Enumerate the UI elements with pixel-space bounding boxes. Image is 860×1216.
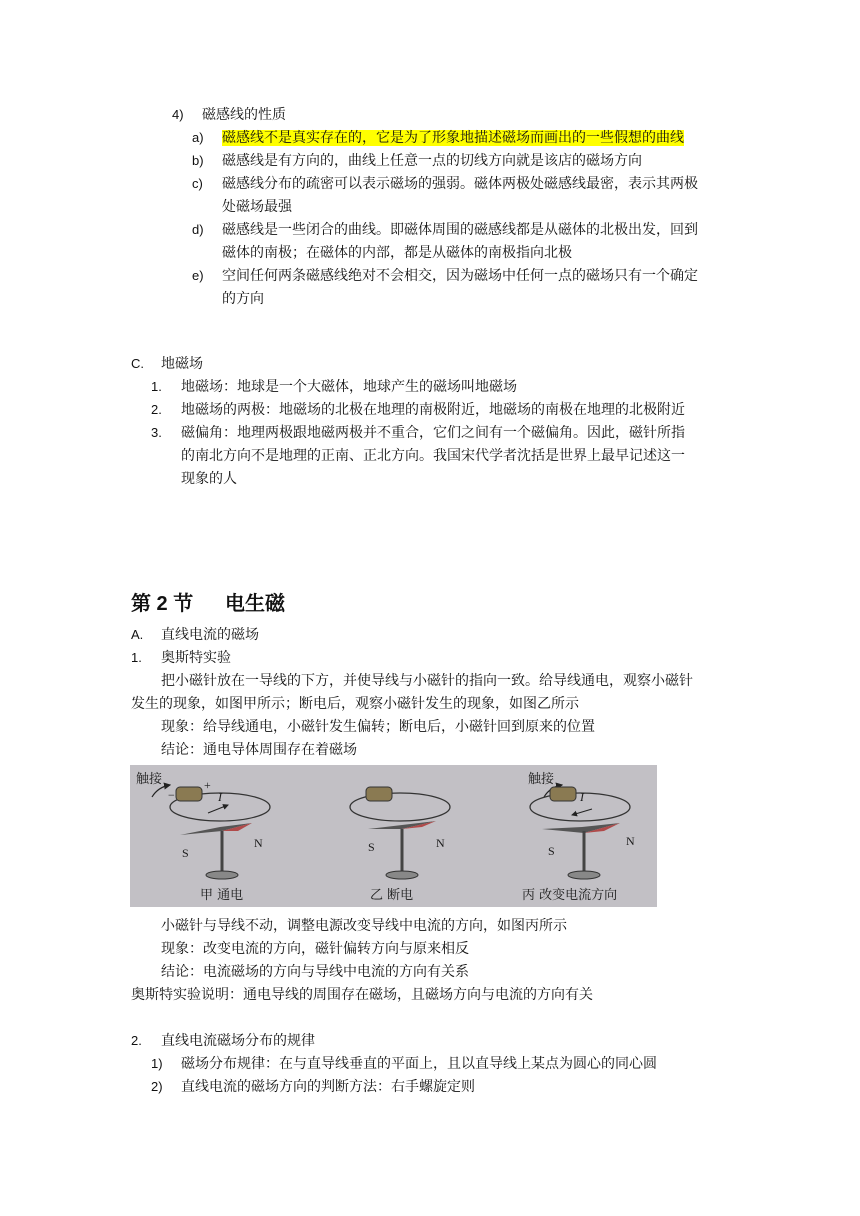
svg-text:S: S xyxy=(182,846,189,860)
list-marker: C. xyxy=(131,356,144,371)
svg-text:N: N xyxy=(436,836,445,850)
phenomenon-text: 现象：给导线通电，小磁针发生偏转；断电后，小磁针回到原来的位置 xyxy=(161,719,595,735)
panel-energized xyxy=(136,771,270,903)
svg-text:I: I xyxy=(218,790,222,804)
list-marker: 4) xyxy=(172,107,184,122)
battery-icon xyxy=(550,787,576,801)
list-item-text: 磁感线分布的疏密可以表示磁场的强弱。磁体两极处磁感线最密，表示其两极 xyxy=(222,176,698,192)
list-item-text: 现象的人 xyxy=(181,471,237,487)
svg-text:S: S xyxy=(548,844,555,858)
list-item-text: 磁感线是一些闭合的曲线。即磁体周围的磁感线都是从磁体的北极出发，回到 xyxy=(222,222,698,238)
subsection-heading: 直线电流的磁场 xyxy=(161,627,259,643)
section-heading: 地磁场 xyxy=(161,356,203,372)
svg-text:I: I xyxy=(580,790,584,804)
list-item-text: 磁偏角：地理两极跟地磁两极并不重合，它们之间有一个磁偏角。因此，磁针所指 xyxy=(181,425,685,441)
list-item-text: 处磁场最强 xyxy=(222,199,292,215)
list-marker: b) xyxy=(192,153,204,168)
section-title: 电生磁 xyxy=(225,593,285,615)
summary-text: 奥斯特实验说明：通电导线的周围存在磁场，且磁场方向与电流的方向有关 xyxy=(131,987,593,1003)
svg-text:N: N xyxy=(254,836,263,850)
subsection-heading: 直线电流磁场分布的规律 xyxy=(161,1033,315,1049)
svg-text:+: + xyxy=(204,778,211,792)
list-item-text: 的南北方向不是地理的正南、正北方向。我国宋代学者沈括是世界上最早记述这一 xyxy=(181,448,685,464)
panel-de-energized xyxy=(350,787,450,903)
list-item-text: 磁场分布规律：在与直导线垂直的平面上，且以直导线上某点为圆心的同心圆 xyxy=(181,1056,657,1072)
figure-caption: 丙 改变电流方向 xyxy=(522,888,618,903)
list-marker: 1. xyxy=(131,650,142,665)
list-marker: 1) xyxy=(151,1056,163,1071)
list-marker: c) xyxy=(192,176,203,191)
battery-icon xyxy=(176,787,202,801)
list-item-text xyxy=(222,127,684,149)
wire-loop xyxy=(350,793,450,821)
list-marker: 1. xyxy=(151,379,162,394)
section-heading: 磁感线的性质 xyxy=(202,107,286,123)
list-marker: 2) xyxy=(151,1079,163,1094)
battery-icon xyxy=(366,787,392,801)
touch-label: 触接 xyxy=(136,772,163,787)
conclusion-text: 结论：电流磁场的方向与导线中电流的方向有关系 xyxy=(161,964,469,980)
paragraph-line: 发生的现象，如图甲所示；断电后，观察小磁针发生的现象，如图乙所示 xyxy=(131,696,579,712)
list-item-text: 地磁场：地球是一个大磁体，地球产生的磁场叫地磁场 xyxy=(181,379,517,395)
highlighted-text: 磁感线不是真实存在的，它是为了形象地描述磁场而画出的一些假想的曲线 xyxy=(222,130,684,146)
subsection-heading: 奥斯特实验 xyxy=(161,650,231,666)
list-marker: a) xyxy=(192,130,204,145)
touch-label: 触接 xyxy=(528,772,555,787)
list-item-text: 磁体的南极；在磁体的内部，都是从磁体的南极指向北极 xyxy=(222,245,572,261)
svg-text:−: − xyxy=(168,788,175,802)
list-marker: 2. xyxy=(131,1033,142,1048)
figure-caption: 甲 通电 xyxy=(200,888,244,903)
list-item-text: 地磁场的两极：地磁场的北极在地理的南极附近，地磁场的南极在地理的北极附近 xyxy=(181,402,685,418)
list-marker: A. xyxy=(131,627,144,642)
list-marker: e) xyxy=(192,268,204,283)
conclusion-text: 结论：通电导体周围存在着磁场 xyxy=(161,742,357,758)
list-marker: 2. xyxy=(151,402,162,417)
panel-reversed-current xyxy=(522,771,635,903)
figure-caption: 乙 断电 xyxy=(370,888,414,903)
list-marker: 3. xyxy=(151,425,162,440)
paragraph-line: 小磁针与导线不动，调整电源改变导线中电流的方向，如图丙所示 xyxy=(161,918,567,934)
oersted-experiment-figure xyxy=(130,765,657,907)
paragraph-line: 把小磁针放在一导线的下方，并使导线与小磁针的指向一致。给导线通电，观察小磁针 xyxy=(161,673,693,689)
list-marker: d) xyxy=(192,222,204,237)
section-number: 第 2 节 xyxy=(131,593,194,615)
list-item-text: 空间任何两条磁感线绝对不会相交，因为磁场中任何一点的磁场只有一个确定 xyxy=(222,268,698,284)
list-item-text: 直线电流的磁场方向的判断方法：右手螺旋定则 xyxy=(181,1079,475,1095)
phenomenon-text: 现象：改变电流的方向，磁针偏转方向与原来相反 xyxy=(161,941,469,957)
list-item-text: 的方向 xyxy=(222,291,264,307)
svg-text:N: N xyxy=(626,834,635,848)
svg-text:S: S xyxy=(368,840,375,854)
list-item-text: 磁感线是有方向的，曲线上任意一点的切线方向就是该店的磁场方向 xyxy=(222,153,642,169)
